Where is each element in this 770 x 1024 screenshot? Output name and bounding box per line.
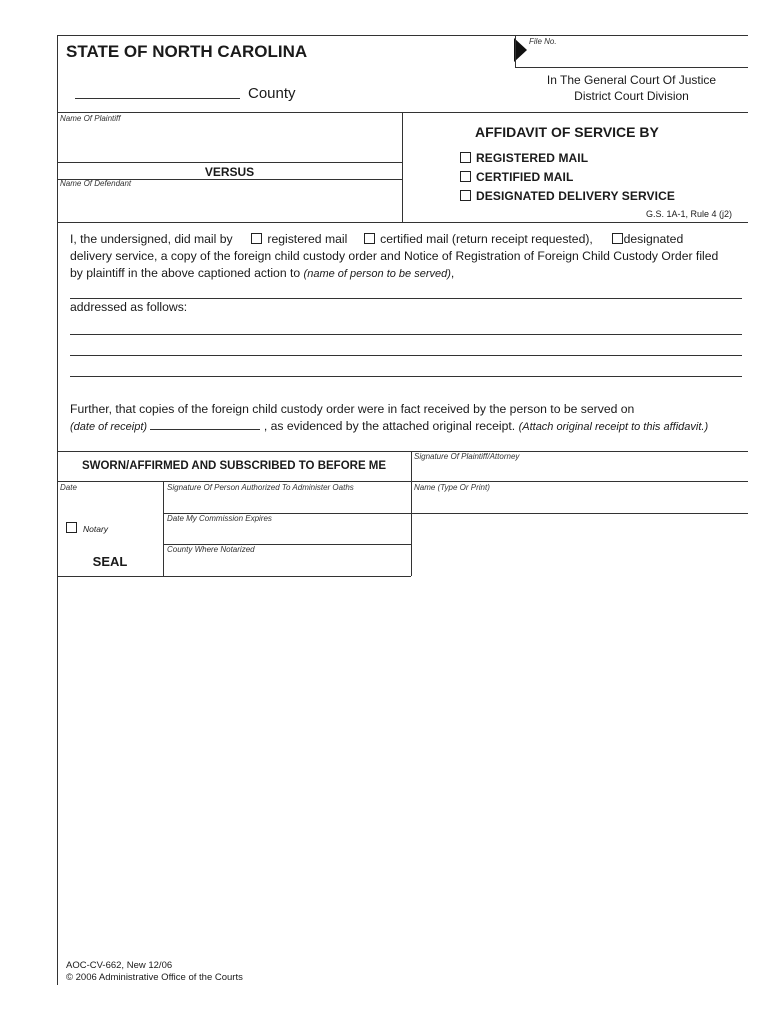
option-registered-mail[interactable]: REGISTERED MAIL <box>460 151 588 165</box>
sig-plaintiff-field[interactable] <box>414 463 744 481</box>
further-line-1: Further, that copies of the foreign child custody order were in fact received by the person to be served on <box>70 402 635 416</box>
affidavit-title: AFFIDAVIT OF SERVICE BY <box>475 124 659 140</box>
state-title: STATE OF NORTH CAROLINA <box>66 42 308 61</box>
address-line-2[interactable] <box>70 355 742 356</box>
certified-mail-checkbox[interactable] <box>460 171 471 182</box>
defendant-label: Name Of Defendant <box>60 179 132 188</box>
name-print-label: Name (Type Or Print) <box>414 483 490 492</box>
address-line-1[interactable] <box>70 334 742 335</box>
statement-line-1: I, the undersigned, did mail by registered mail certified mail (return receipt requested), designated <box>70 232 684 246</box>
notary-option[interactable]: Notary <box>66 522 108 534</box>
commission-field[interactable] <box>167 525 407 542</box>
addressed-label: addressed as follows: <box>70 300 188 314</box>
address-line-3[interactable] <box>70 376 742 377</box>
statement-line-3: by plaintiff in the above captioned action to (name of person to be served), <box>70 266 455 280</box>
designated-delivery-checkbox[interactable] <box>460 190 471 201</box>
further-line-2: (date of receipt) , as evidenced by the attached original receipt. (Attach original receipt to this affidavit.) <box>70 419 709 433</box>
versus-label: VERSUS <box>204 165 255 179</box>
person-served-field[interactable] <box>70 298 742 299</box>
plaintiff-field[interactable] <box>60 126 398 160</box>
notary-checkbox[interactable] <box>66 522 77 533</box>
court-line-2: District Court Division <box>574 89 689 103</box>
option-certified-mail[interactable]: CERTIFIED MAIL <box>460 170 573 184</box>
date-of-receipt-field[interactable] <box>150 418 260 430</box>
registered-mail-inline-checkbox[interactable] <box>251 233 262 244</box>
name-print-field[interactable] <box>414 494 744 512</box>
defendant-field[interactable] <box>60 190 398 220</box>
plaintiff-label: Name Of Plaintiff <box>60 114 121 123</box>
county-blank[interactable] <box>75 98 240 99</box>
sig-plaintiff-label: Signature Of Plaintiff/Attorney <box>414 452 520 461</box>
court-line-1: In The General Court Of Justice <box>546 73 717 87</box>
county-label: County <box>248 85 296 102</box>
certified-mail-inline-checkbox[interactable] <box>364 233 375 244</box>
county-notarized-label: County Where Notarized <box>167 545 255 554</box>
date-field[interactable] <box>60 494 160 510</box>
statute-reference: G.S. 1A-1, Rule 4 (j2) <box>646 209 733 219</box>
date-label: Date <box>60 483 77 492</box>
county-notarized-field[interactable] <box>167 556 407 573</box>
copyright: © 2006 Administrative Office of the Courts <box>66 972 243 983</box>
commission-label: Date My Commission Expires <box>167 514 272 523</box>
statement-line-2: delivery service, a copy of the foreign child custody order and Notice of Registration of Foreign Child Custody Order filed <box>70 249 719 263</box>
option-designated-delivery[interactable]: DESIGNATED DELIVERY SERVICE <box>460 189 675 203</box>
sig-authorized-label: Signature Of Person Authorized To Administer Oaths <box>167 483 354 492</box>
file-no-label: File No. <box>529 37 557 46</box>
registered-mail-checkbox[interactable] <box>460 152 471 163</box>
designated-inline-checkbox[interactable] <box>612 233 623 244</box>
sig-authorized-field[interactable] <box>167 494 407 510</box>
sworn-heading: SWORN/AFFIRMED AND SUBSCRIBED TO BEFORE ME <box>81 460 387 472</box>
file-no-field[interactable] <box>515 67 748 68</box>
form-number: AOC-CV-662, New 12/06 <box>66 960 173 971</box>
seal-label: SEAL <box>92 554 128 569</box>
